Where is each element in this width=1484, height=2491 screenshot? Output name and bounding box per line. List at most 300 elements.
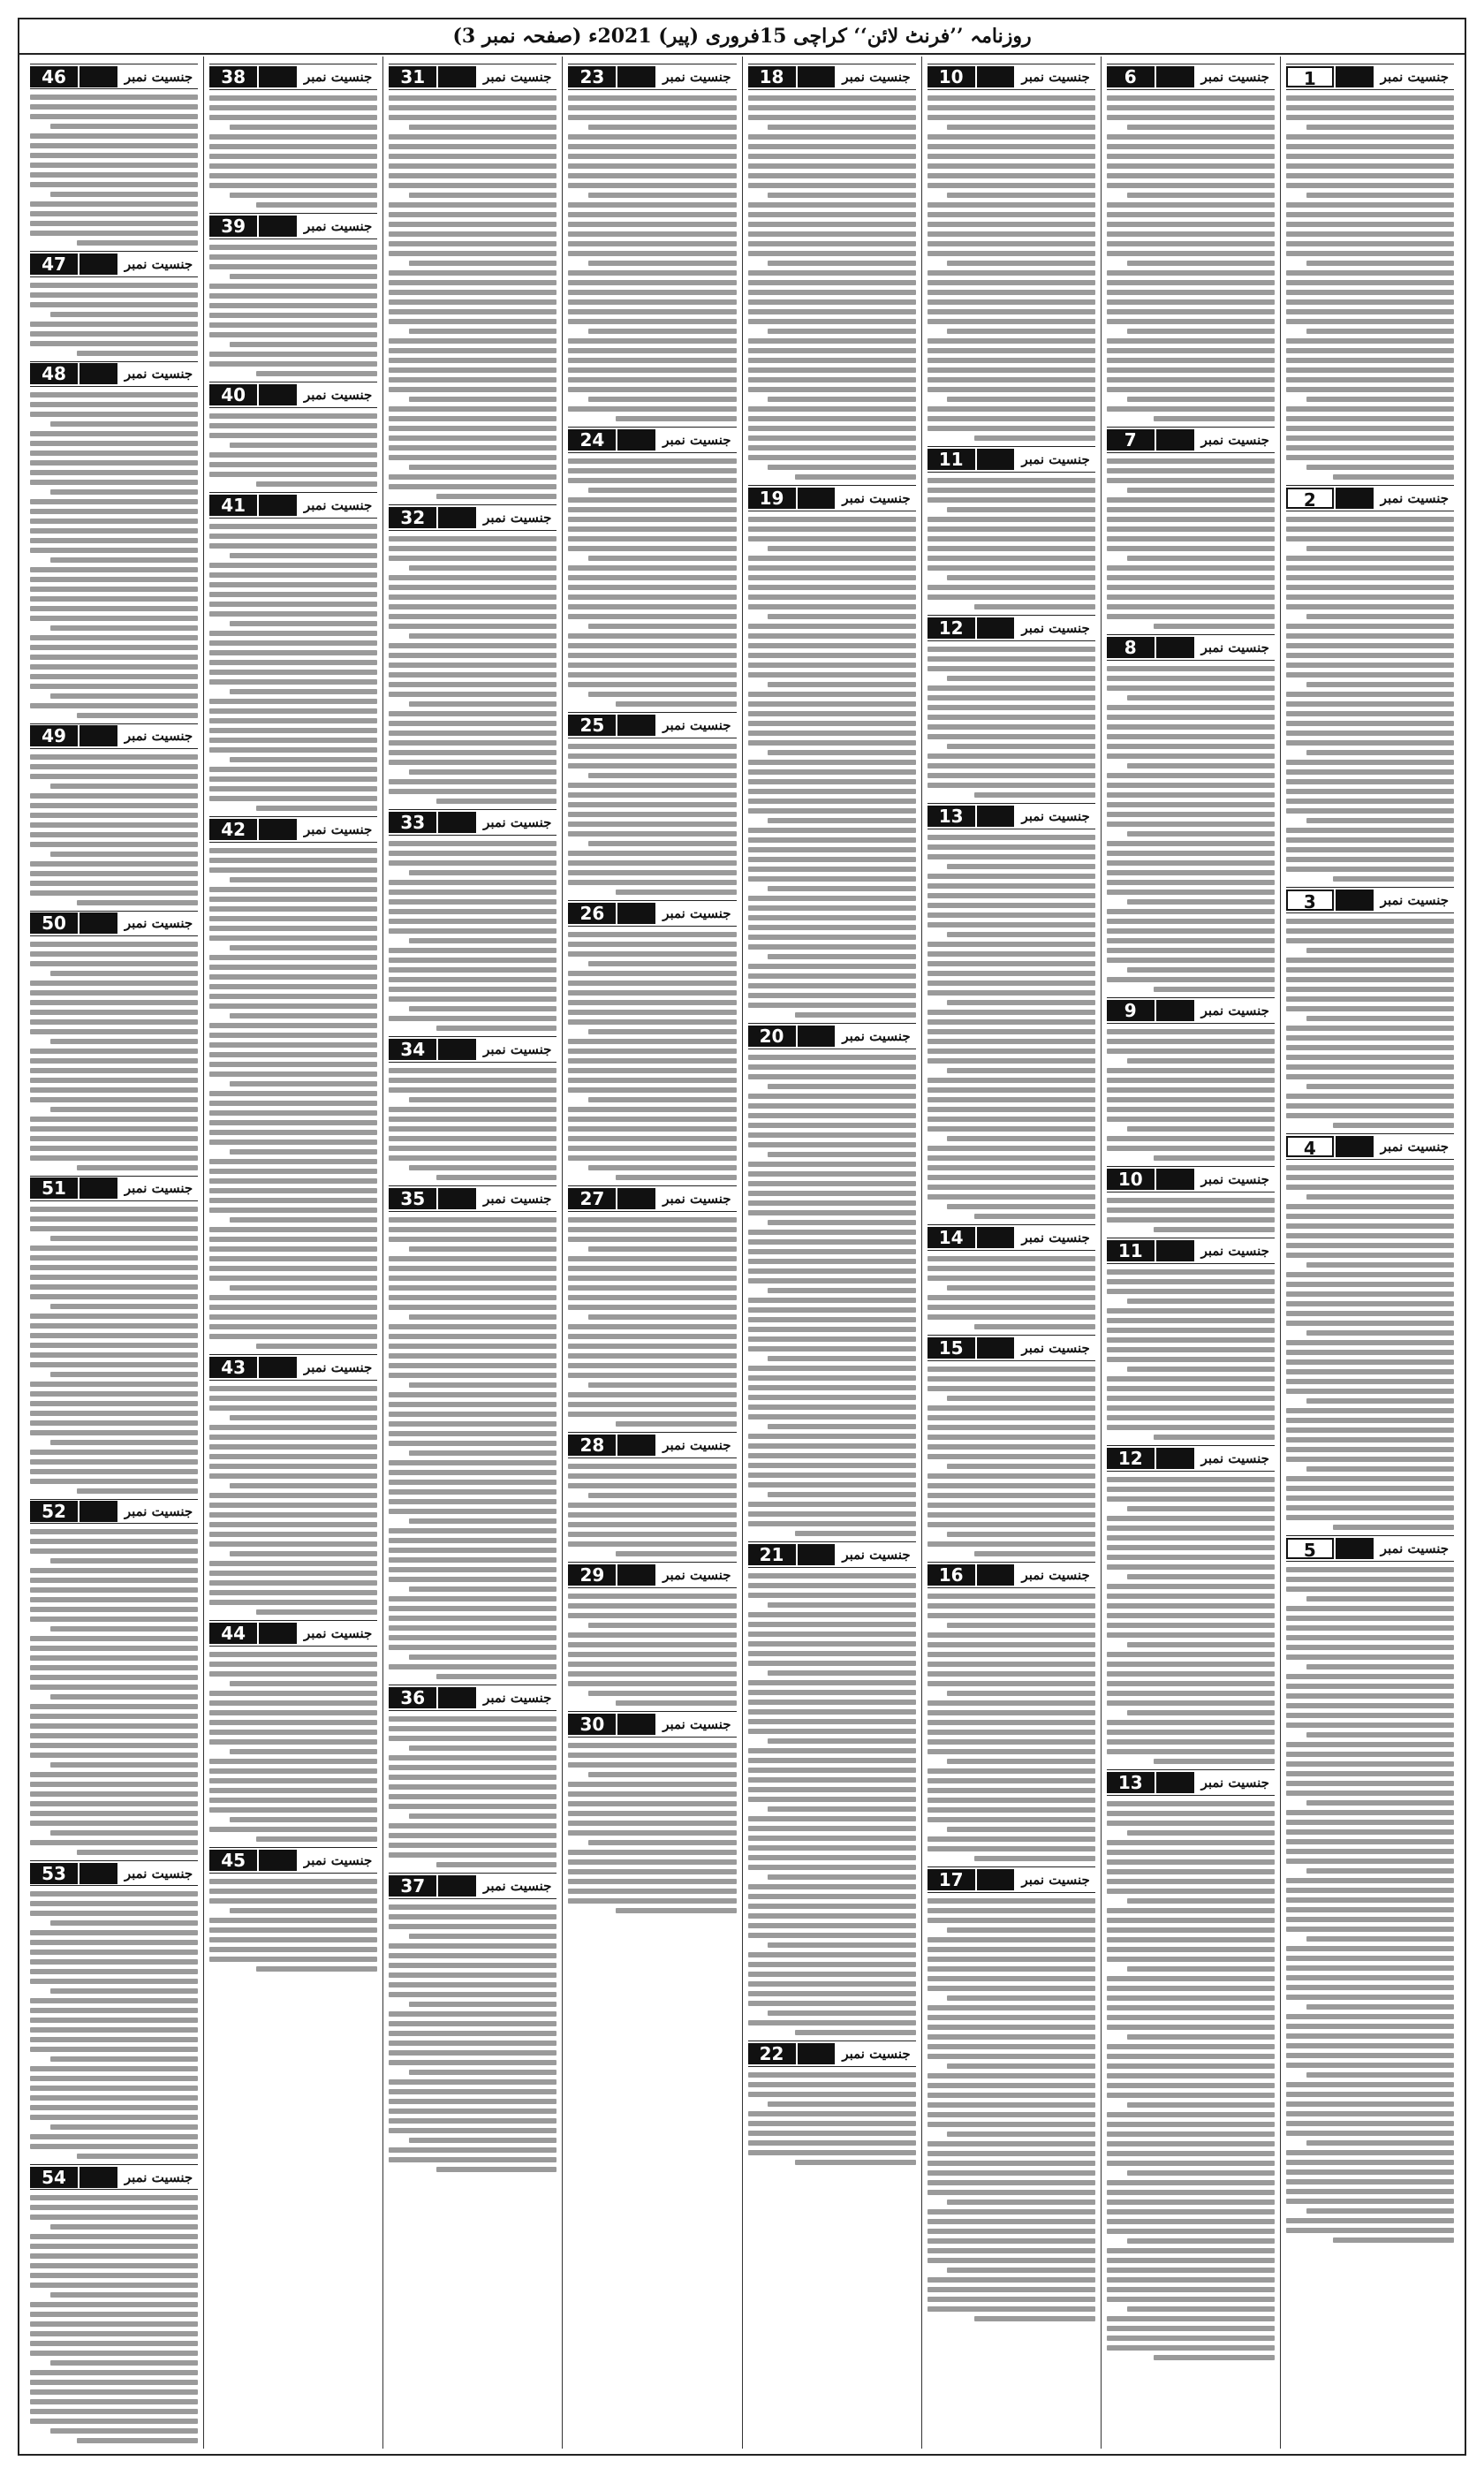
text-line — [928, 1652, 1095, 1657]
text-line — [209, 965, 377, 970]
text-line — [30, 1578, 198, 1583]
text-line — [1107, 1739, 1275, 1745]
item-number: 17 — [928, 1869, 975, 1890]
item-label: جنسیت نمبر — [303, 1625, 373, 1641]
text-line — [30, 1840, 198, 1845]
text-line — [1107, 1039, 1275, 1044]
classified-item — [928, 60, 1095, 443]
text-line — [568, 1681, 736, 1686]
text-line — [209, 1208, 377, 1213]
text-line — [30, 1940, 198, 1945]
text-line — [928, 1435, 1095, 1440]
column — [1280, 57, 1459, 2449]
text-line — [1107, 822, 1275, 827]
text-line — [1286, 1094, 1454, 1099]
text-line — [1127, 261, 1275, 266]
text-line — [748, 1210, 916, 1215]
text-line — [77, 1165, 198, 1170]
text-line — [928, 105, 1095, 110]
text-line — [748, 1923, 916, 1928]
classified-item — [30, 60, 198, 247]
text-line — [748, 387, 916, 392]
text-line — [209, 1512, 377, 1518]
text-line — [568, 763, 736, 768]
text-line — [928, 734, 1095, 739]
text-line — [928, 1918, 1095, 1923]
text-line — [389, 967, 556, 973]
text-line — [209, 332, 377, 337]
text-line — [928, 241, 1095, 246]
text-line — [389, 1146, 556, 1151]
text-line — [928, 134, 1095, 140]
text-line — [568, 812, 736, 817]
text-line — [1107, 2180, 1275, 2185]
text-line — [1107, 1308, 1275, 1314]
text-line — [928, 705, 1095, 710]
text-line — [389, 1087, 556, 1093]
classified-item — [748, 1538, 916, 2037]
text-line — [389, 1606, 556, 1611]
text-line — [1286, 1897, 1454, 1903]
text-line — [928, 251, 1095, 256]
text-line — [748, 740, 916, 746]
text-line — [230, 553, 377, 558]
text-line — [30, 1969, 198, 1974]
text-line — [748, 290, 916, 295]
item-number: 47 — [30, 254, 78, 275]
text-line — [1107, 2063, 1275, 2069]
text-line — [209, 974, 377, 980]
text-line — [389, 987, 556, 992]
text-line — [409, 1745, 556, 1751]
text-line — [209, 115, 377, 120]
text-line — [568, 614, 736, 619]
item-text-block — [568, 94, 736, 423]
text-line — [1107, 183, 1275, 188]
item-label: جنسیت نمبر — [483, 69, 552, 85]
text-line — [974, 2316, 1095, 2321]
item-text-block — [1286, 917, 1454, 1130]
text-line — [748, 367, 916, 373]
text-line — [1286, 808, 1454, 814]
text-line — [1107, 1918, 1275, 1923]
text-line — [389, 880, 556, 885]
item-label: جنسیت نمبر — [1200, 1003, 1269, 1018]
text-line — [209, 1324, 377, 1329]
text-line — [50, 312, 198, 317]
text-line — [409, 1450, 556, 1456]
text-line — [748, 701, 916, 707]
text-line — [1286, 1026, 1454, 1031]
text-line — [409, 633, 556, 639]
classified-item — [209, 813, 377, 1351]
text-line — [928, 1415, 1095, 1420]
text-line — [928, 1836, 1095, 1842]
text-line — [209, 1140, 377, 1145]
text-line — [30, 645, 198, 650]
text-line — [1286, 1233, 1454, 1238]
text-line — [928, 1613, 1095, 1618]
item-text-block — [928, 1254, 1095, 1331]
item-header — [928, 1562, 1095, 1588]
text-line — [30, 822, 198, 828]
text-line — [209, 1759, 377, 1764]
text-line — [947, 1136, 1094, 1141]
text-line — [1286, 556, 1454, 561]
text-line — [209, 1522, 377, 1527]
text-line — [389, 1765, 556, 1770]
text-line — [748, 1521, 916, 1526]
text-line — [795, 2160, 916, 2165]
text-line — [1286, 1006, 1454, 1011]
item-number: 6 — [1107, 66, 1155, 87]
text-line — [1107, 2258, 1275, 2263]
text-line — [436, 1175, 557, 1180]
classified-item — [1286, 481, 1454, 883]
text-line — [588, 1246, 736, 1252]
text-line — [1286, 1369, 1454, 1374]
text-line — [389, 996, 556, 1002]
text-line — [1107, 2190, 1275, 2195]
text-line — [1107, 1396, 1275, 1401]
text-line — [389, 95, 556, 101]
text-line — [1107, 2287, 1275, 2292]
item-label: جنسیت نمبر — [842, 69, 911, 85]
text-line — [928, 377, 1095, 382]
item-header — [30, 2164, 198, 2190]
item-label: جنسیت نمبر — [1200, 432, 1269, 448]
text-line — [209, 916, 377, 921]
item-label: جنسیت نمبر — [662, 717, 731, 733]
text-line — [1286, 1437, 1454, 1442]
text-line — [30, 1733, 198, 1738]
text-line — [928, 1749, 1095, 1754]
header-bar — [259, 1357, 297, 1378]
text-line — [30, 1791, 198, 1797]
text-line — [748, 1055, 916, 1060]
text-line — [928, 2277, 1095, 2283]
text-line — [588, 329, 736, 334]
text-line — [30, 1097, 198, 1102]
text-line — [1286, 2024, 1454, 2029]
item-number: 15 — [928, 1337, 975, 1359]
text-line — [1286, 1752, 1454, 1757]
text-line — [1107, 1947, 1275, 1952]
header-bar — [977, 449, 1015, 470]
text-line — [389, 1992, 556, 1997]
text-line — [947, 193, 1094, 198]
text-line — [1286, 2189, 1454, 2194]
text-line — [209, 1178, 377, 1184]
classified-item — [568, 1558, 736, 1707]
header-bar — [1156, 66, 1194, 87]
text-line — [209, 1425, 377, 1430]
text-line — [1286, 2101, 1454, 2107]
text-line — [389, 1068, 556, 1073]
text-line — [1107, 2141, 1275, 2146]
text-line — [928, 202, 1095, 208]
text-line — [30, 1087, 198, 1093]
item-label: جنسیت نمبر — [483, 1041, 552, 1057]
classified-item — [1286, 1532, 1454, 2245]
text-line — [209, 1807, 377, 1813]
text-line — [1306, 465, 1454, 470]
classified-item — [389, 501, 556, 806]
text-line — [230, 274, 377, 279]
text-line — [230, 1908, 377, 1913]
text-line — [256, 371, 377, 376]
item-label: جنسیت نمبر — [1021, 808, 1090, 824]
text-line — [30, 793, 198, 799]
newspaper-page — [18, 18, 1466, 2456]
text-line — [928, 1175, 1095, 1180]
text-line — [30, 942, 198, 947]
text-line — [1127, 1298, 1275, 1304]
classified-item — [1107, 423, 1275, 631]
item-header — [1107, 1769, 1275, 1796]
item-header — [389, 1685, 556, 1711]
text-line — [209, 1033, 377, 1038]
header-bar — [80, 1501, 117, 1522]
item-number: 29 — [568, 1564, 616, 1586]
text-line — [256, 1609, 377, 1615]
text-line — [209, 1169, 377, 1174]
text-line — [30, 114, 198, 119]
text-line — [1286, 338, 1454, 344]
text-line — [209, 1571, 377, 1576]
text-line — [389, 134, 556, 140]
header-bar — [1336, 66, 1374, 87]
text-line — [748, 1239, 916, 1245]
text-line — [748, 575, 916, 580]
text-line — [409, 329, 556, 334]
text-line — [1107, 1603, 1275, 1609]
text-line — [209, 679, 377, 685]
text-line — [389, 435, 556, 441]
text-line — [568, 744, 736, 749]
text-line — [748, 2131, 916, 2136]
text-line — [1127, 1506, 1275, 1511]
text-line — [928, 844, 1095, 850]
text-line — [209, 640, 377, 646]
text-line — [768, 1492, 915, 1497]
text-line — [209, 1691, 377, 1696]
text-line — [30, 1665, 198, 1670]
text-line — [389, 1557, 556, 1563]
text-line — [928, 115, 1095, 120]
text-line — [1286, 2160, 1454, 2165]
text-line — [748, 604, 916, 610]
text-line — [30, 754, 198, 760]
text-line — [209, 1662, 377, 1667]
text-line — [1154, 1759, 1275, 1764]
item-header — [1286, 64, 1454, 90]
text-line — [1286, 662, 1454, 668]
text-line — [1286, 987, 1454, 992]
item-label: جنسیت نمبر — [662, 1437, 731, 1453]
text-line — [928, 1444, 1095, 1450]
text-line — [568, 604, 736, 610]
text-line — [389, 358, 556, 363]
text-line — [928, 1788, 1095, 1793]
text-line — [1286, 721, 1454, 726]
text-line — [209, 1305, 377, 1310]
text-line — [768, 1220, 915, 1225]
text-line — [50, 557, 198, 563]
text-line — [748, 445, 916, 450]
header-bar — [259, 495, 297, 516]
text-line — [588, 1165, 736, 1170]
text-line — [1306, 261, 1454, 266]
item-header — [1107, 1166, 1275, 1192]
text-line — [1107, 948, 1275, 953]
header-bar — [259, 819, 297, 840]
text-line — [748, 1346, 916, 1352]
text-line — [209, 631, 377, 636]
text-line — [1286, 1418, 1454, 1423]
text-line — [568, 1295, 736, 1300]
text-line — [30, 322, 198, 327]
text-line — [1286, 1359, 1454, 1365]
text-line — [568, 1344, 736, 1349]
text-line — [748, 808, 916, 814]
text-line — [389, 575, 556, 580]
text-line — [389, 1334, 556, 1339]
text-line — [1286, 731, 1454, 736]
text-line — [30, 1049, 198, 1054]
text-line — [30, 1801, 198, 1806]
text-line — [1107, 1496, 1275, 1502]
text-line — [1107, 1976, 1275, 1981]
text-line — [748, 426, 916, 431]
text-line — [1107, 2345, 1275, 2351]
text-line — [748, 1768, 916, 1773]
text-line — [1286, 643, 1454, 648]
text-line — [568, 1353, 736, 1359]
text-line — [928, 1594, 1095, 1599]
text-line — [1286, 653, 1454, 658]
text-line — [1107, 1049, 1275, 1054]
text-line — [1127, 2170, 1275, 2176]
text-line — [389, 760, 556, 765]
text-line — [928, 1087, 1095, 1093]
text-line — [1107, 585, 1275, 590]
text-line — [1286, 1175, 1454, 1180]
text-line — [928, 1898, 1095, 1904]
text-line — [568, 1266, 736, 1271]
text-line — [1286, 2111, 1454, 2116]
text-line — [1107, 2268, 1275, 2273]
text-line — [928, 1976, 1095, 1981]
text-line — [588, 125, 736, 130]
item-text-block — [568, 1741, 736, 1915]
text-line — [389, 309, 556, 314]
text-line — [1107, 115, 1275, 120]
text-line — [1107, 338, 1275, 344]
item-number: 7 — [1107, 429, 1155, 450]
text-line — [568, 183, 736, 188]
text-line — [30, 2341, 198, 2346]
text-line — [748, 1473, 916, 1478]
text-line — [1286, 1340, 1454, 1345]
text-line — [30, 1539, 198, 1544]
text-line — [568, 1782, 736, 1787]
text-line — [974, 604, 1095, 610]
item-number: 11 — [1107, 1240, 1155, 1261]
header-bar — [80, 254, 117, 275]
text-line — [568, 280, 736, 285]
text-line — [209, 1405, 377, 1411]
text-line — [748, 183, 916, 188]
text-line — [209, 1276, 377, 1281]
text-line — [30, 2273, 198, 2278]
text-line — [947, 1204, 1094, 1209]
text-line — [748, 1991, 916, 1996]
text-line — [748, 1758, 916, 1763]
text-line — [928, 912, 1095, 918]
text-line — [1107, 1889, 1275, 1894]
text-line — [1286, 1350, 1454, 1355]
text-line — [1286, 1761, 1454, 1767]
text-line — [748, 358, 916, 363]
text-line — [748, 1113, 916, 1118]
text-line — [30, 2331, 198, 2336]
text-line — [1286, 977, 1454, 982]
text-line — [1286, 1379, 1454, 1384]
text-line — [1306, 1194, 1454, 1200]
text-line — [1107, 753, 1275, 759]
item-number: 1 — [1286, 66, 1334, 87]
text-line — [568, 1276, 736, 1281]
item-header — [748, 2040, 916, 2067]
item-text-block — [1107, 1196, 1275, 1234]
text-line — [1286, 2179, 1454, 2184]
text-line — [1286, 1985, 1454, 1990]
classified-item — [928, 1221, 1095, 1331]
text-line — [209, 1541, 377, 1547]
classified-item — [30, 1172, 198, 1495]
text-line — [748, 915, 916, 920]
text-line — [30, 1655, 198, 1661]
text-line — [389, 958, 556, 963]
header-bar — [80, 66, 117, 87]
text-line — [30, 684, 198, 689]
text-line — [748, 672, 916, 678]
text-line — [389, 183, 556, 188]
text-line — [30, 2263, 198, 2268]
text-line — [389, 977, 556, 982]
text-line — [928, 783, 1095, 788]
text-line — [1107, 2161, 1275, 2166]
text-line — [389, 662, 556, 668]
text-line — [768, 2010, 915, 2016]
text-line — [928, 2015, 1095, 2020]
text-line — [928, 1185, 1095, 1190]
text-line — [928, 1029, 1095, 1034]
text-line — [928, 416, 1095, 421]
text-line — [1286, 692, 1454, 697]
text-line — [256, 481, 377, 487]
item-text-block — [30, 1205, 198, 1495]
text-line — [1127, 1367, 1275, 1372]
text-line — [30, 1362, 198, 1367]
text-line — [928, 2287, 1095, 2292]
item-text-block — [1286, 1565, 1454, 2245]
header-bar — [259, 384, 297, 405]
text-line — [50, 1830, 198, 1836]
text-line — [568, 231, 736, 237]
text-line — [748, 828, 916, 833]
